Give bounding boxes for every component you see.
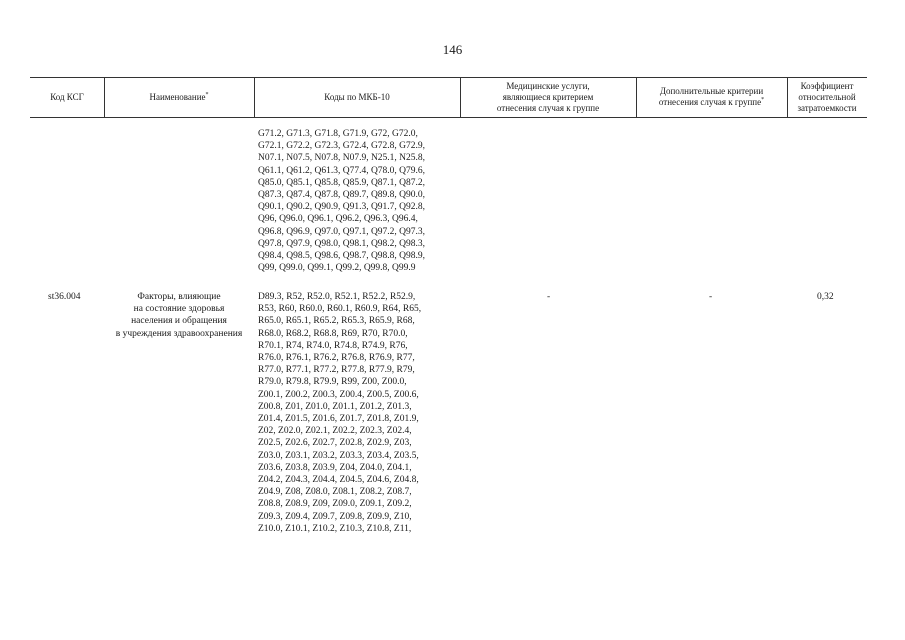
code-line: N07.1, N07.5, N07.8, N07.9, N25.1, N25.8, (258, 153, 426, 164)
code-line: Z00.1, Z00.2, Z00.3, Z00.4, Z00.5, Z00.6, (258, 389, 419, 400)
code-line: Q96, Q96.0, Q96.1, Q96.2, Q96.3, Q96.4, (258, 214, 418, 225)
header-services-line: Медицинские услуги, (506, 80, 590, 91)
row-criteria: - (709, 292, 713, 302)
continued-codes-cell (258, 128, 458, 274)
row-code: st36.004 (48, 292, 81, 302)
code-line: R76.0, R76.1, R76.2, R76.8, R76.9, R77, (258, 353, 415, 364)
code-line: Q98.4, Q98.5, Q98.6, Q98.7, Q98.8, Q98.9, (258, 251, 426, 262)
code-line: Q90.1, Q90.2, Q90.9, Q91.3, Q91.7, Q92.8, (258, 202, 426, 213)
header-criteria-footnote-mark: * (761, 97, 765, 103)
code-line: Z08.8, Z08.9, Z09, Z09.0, Z09.1, Z09.2, (258, 499, 412, 510)
row-name-line: в учреждения здравоохранения (115, 328, 243, 339)
header-criteria-line-2 (659, 97, 764, 108)
header-code (30, 77, 104, 117)
code-line: Q97.8, Q97.9, Q98.0, Q98.1, Q98.2, Q98.3, (258, 238, 426, 249)
code-line: Q96.8, Q96.9, Q97.0, Q97.1, Q97.2, Q97.3, (258, 226, 426, 237)
row-services: - (547, 292, 551, 302)
header-name-label: Наименование (149, 91, 206, 102)
header-coefficient-line: Коэффициент (800, 80, 854, 91)
row-name-line: на состояние здоровья (133, 304, 225, 315)
code-line: Z03.0, Z03.1, Z03.2, Z03.3, Z03.4, Z03.5, (258, 450, 419, 461)
row-codes-cell (258, 291, 458, 535)
code-line: Q61.1, Q61.2, Q61.3, Q77.4, Q78.0, Q79.6, (258, 165, 426, 176)
header-mkb-text: Коды по МКБ-10 (324, 91, 390, 102)
header-services (460, 77, 636, 117)
code-line: R77.0, R77.1, R77.2, R77.8, R77.9, R79, (258, 365, 415, 376)
header-coefficient (787, 77, 867, 117)
header-code-text: Код КСГ (50, 91, 84, 102)
code-line: R68.0, R68.2, R68.8, R69, R70, R70.0, (258, 328, 408, 339)
header-services-line: отнесения случая к группе (496, 102, 600, 113)
code-line: G71.2, G71.3, G71.8, G71.9, G72, G72.0, (258, 129, 418, 139)
row-name-line: населения и обращения (131, 316, 227, 327)
code-line: Z02, Z02.0, Z02.1, Z02.2, Z02.3, Z02.4, (258, 426, 412, 437)
code-line: Z03.6, Z03.8, Z03.9, Z04, Z04.0, Z04.1, (258, 462, 412, 473)
header-criteria-line: отнесения случая к группе (658, 97, 762, 107)
header-services-line: являющиеся критерием (502, 91, 594, 102)
header-name (104, 77, 254, 117)
code-line: R65.0, R65.1, R65.2, R65.3, R65.9, R68, (258, 316, 415, 327)
code-line: Z00.8, Z01, Z01.0, Z01.1, Z01.2, Z01.3, (258, 401, 412, 412)
code-line: Z04.2, Z04.3, Z04.4, Z04.5, Z04.6, Z04.8, (258, 475, 419, 486)
page-number: 146 (442, 42, 463, 57)
header-name-footnote-mark: * (205, 91, 209, 98)
row-name-line: Факторы, влияющие (137, 292, 221, 302)
code-line: R79.0, R79.8, R79.9, R99, Z00, Z00.0, (258, 377, 407, 388)
row-coefficient: 0,32 (817, 292, 834, 302)
code-line: Z09.3, Z09.4, Z09.7, Z09.8, Z09.9, Z10, (258, 511, 412, 522)
table-header-bottom-rule (30, 117, 867, 118)
header-criteria-line: Дополнительные критерии (659, 86, 764, 96)
code-line: Z01.4, Z01.5, Z01.6, Z01.7, Z01.8, Z01.9, (258, 414, 419, 425)
code-line: Q99, Q99.0, Q99.1, Q99.2, Q99.8, Q99.9 (258, 263, 416, 274)
code-line: Z10.0, Z10.1, Z10.2, Z10.3, Z10.8, Z11, (258, 523, 412, 534)
code-line: Z02.5, Z02.6, Z02.7, Z02.8, Z02.9, Z03, (258, 438, 412, 449)
code-line: Q85.0, Q85.1, Q85.8, Q85.9, Q87.1, Q87.2, (258, 177, 426, 188)
code-line: Q87.3, Q87.4, Q87.8, Q89.7, Q89.8, Q90.0, (258, 190, 426, 201)
header-mkb (254, 77, 460, 117)
header-coefficient-line: относительной (798, 91, 856, 102)
header-criteria (636, 77, 787, 117)
code-line: R53, R60, R60.0, R60.1, R60.9, R64, R65, (258, 304, 422, 315)
code-line: G72.1, G72.2, G72.3, G72.4, G72.8, G72.9, (258, 141, 426, 152)
code-line: Z04.9, Z08, Z08.0, Z08.1, Z08.2, Z08.7, (258, 487, 412, 498)
code-line: R70.1, R74, R74.0, R74.8, R74.9, R76, (258, 340, 408, 351)
header-coefficient-line: затратоемкости (797, 102, 857, 113)
header-name-text (149, 92, 208, 103)
row-name (104, 291, 254, 340)
code-line: D89.3, R52, R52.0, R52.1, R52.2, R52.9, (258, 292, 416, 302)
